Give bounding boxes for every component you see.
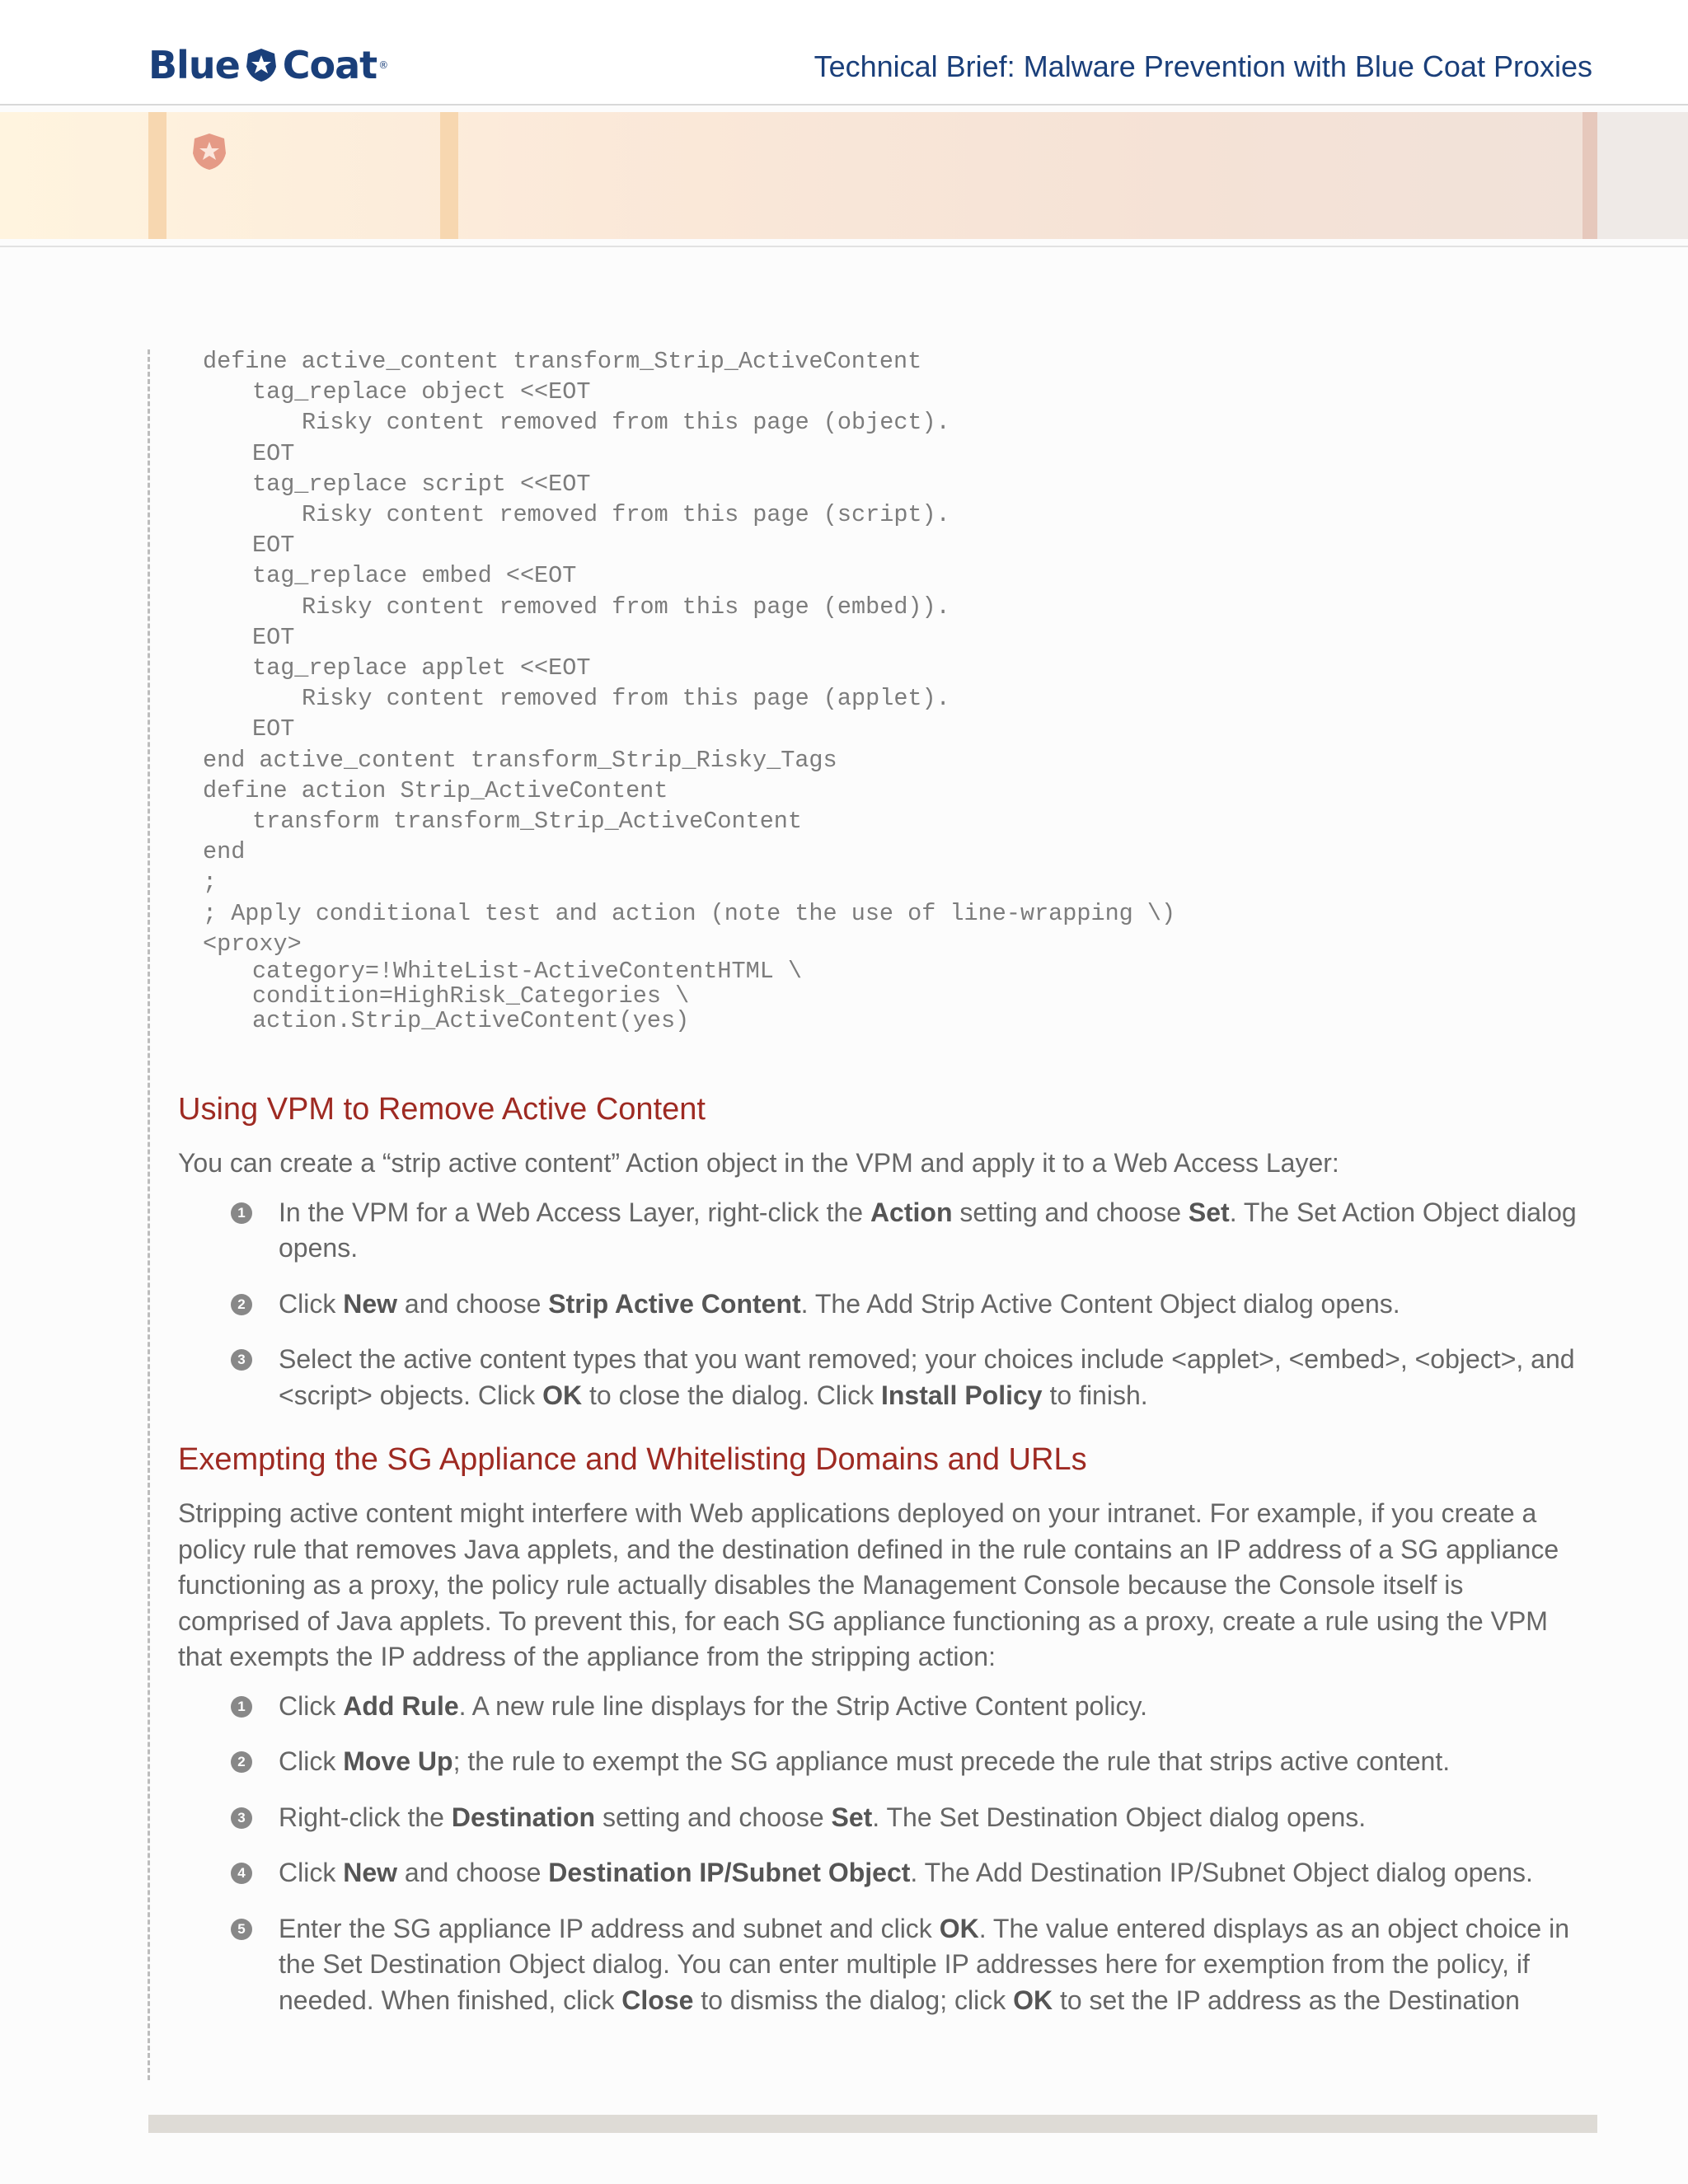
code-line: condition=HighRisk_Categories \ [252,982,690,1010]
step-text: Select the active content types that you want removed; your choices include <applet>, <embed>, <object>, and <script> objects. Click [279,1344,1575,1410]
step-text: . The value entered displays as an object choice in the Set Destination Object dialog. You can enter multiple IP addresses here for exemption from the policy, if needed. When finished, click [279,1913,1569,2015]
step-bold-term: Destination IP/Subnet Object [548,1858,911,1887]
step-bold-term: Set [831,1802,873,1832]
code-line: EOT [252,715,295,743]
main-content [178,1083,1584,2038]
blue-coat-logo [148,43,387,87]
list-item [178,1342,1584,1413]
list-item [178,1195,1584,1267]
list-item [178,1689,1584,1725]
step-bold-term: OK [1013,1985,1053,2015]
shield-star-icon [190,132,229,171]
step-text: to set the IP address as the Destination [1053,1985,1520,2015]
step-bold-term: Set [1188,1197,1230,1227]
code-line: Risky content removed from this page (object). [302,409,950,437]
code-line: ; Apply conditional test and action (note the use of line-wrapping \) [203,899,1176,927]
logo-word-left: Blue [148,43,240,87]
step-number-badge: 3 [231,1807,252,1829]
banner-stripe [440,112,458,239]
step-text: Enter the SG appliance IP address and subnet and click [279,1913,940,1943]
code-line: category=!WhiteList-ActiveContentHTML \ [252,958,803,986]
step-number-badge: 5 [231,1919,252,1940]
step-number-badge: 3 [231,1349,252,1371]
step-text: . The Set Destination Object dialog opens. [872,1802,1367,1832]
step-text: . A new rule line displays for the Strip Active Content policy. [458,1690,1148,1721]
step-text: setting and choose [952,1197,1189,1227]
document-title: Technical Brief: Malware Prevention with Blue Coat Proxies [814,49,1592,83]
list-item [178,1855,1584,1891]
code-line: Risky content removed from this page (embed)). [302,593,950,621]
section-heading-vpm: Using VPM to Remove Active Content [178,1092,706,1127]
step-bold-term: OK [542,1380,583,1410]
step-text: and choose [397,1858,549,1887]
step-bold-term: New [343,1858,398,1887]
step-text: to finish. [1042,1380,1148,1410]
step-text: to dismiss the dialog; click [693,1985,1014,2015]
margin-dashed-line [148,349,150,2080]
step-number-badge: 2 [231,1294,252,1315]
banner-stripe [148,112,166,239]
code-line: tag_replace embed <<EOT [252,562,577,590]
list-item [178,1800,1584,1836]
list-item [178,1911,1584,2019]
code-line: EOT [252,623,295,651]
step-bold-term: OK [939,1913,979,1943]
step-text: and choose [397,1288,549,1319]
code-line: define action Strip_ActiveContent [203,776,668,804]
code-line: ; [203,869,218,897]
step-bold-term: Move Up [343,1746,453,1776]
step-number-badge: 2 [231,1751,252,1773]
section-heading-exempting: Exempting the SG Appliance and Whitelisting Domains and URLs [178,1442,1087,1477]
logo-registered-mark: ® [378,59,388,71]
code-line: transform transform_Strip_ActiveContent [252,808,803,836]
step-text: setting and choose [595,1802,832,1832]
logo-star-icon [243,47,279,83]
code-line: Risky content removed from this page (script). [302,501,950,529]
code-line: action.Strip_ActiveContent(yes) [252,1007,690,1035]
code-line: EOT [252,439,295,467]
code-line: tag_replace applet <<EOT [252,654,591,682]
step-number-badge: 1 [231,1202,252,1224]
steps-list-vpm [178,1195,1584,1414]
list-item [178,1286,1584,1323]
step-bold-term: Add Rule [343,1690,459,1721]
section-intro: Stripping active content might interfere with Web applications deployed on your intranet. For example, if you create a policy rule that removes Java applets, and the destination defined in the rule contains an IP address of a SG appliance functioning as a proxy, the policy rule actually disables the Management Console because the Console itself is comprised of Java applets. To prevent this, for each SG appliance functioning as a proxy, create a rule using the VPM that exempts the IP address of the appliance from the stripping action: [178,1498,1559,1671]
page-header [0,0,1688,104]
step-text: . The Add Strip Active Content Object dialog opens. [800,1288,1400,1319]
code-line: <proxy> [203,930,302,958]
code-line: Risky content removed from this page (applet). [302,685,950,713]
step-number-badge: 1 [231,1696,252,1718]
header-divider [0,104,1688,105]
decorative-banner [0,112,1688,239]
step-bold-term: Install Policy [880,1380,1043,1410]
code-line: end [203,838,246,866]
section-intro: You can create a “strip active content” Action object in the VPM and apply it to a Web Access Layer: [178,1148,1339,1178]
code-line: end active_content transform_Strip_Risky_Tags [203,746,837,774]
list-item [178,1744,1584,1780]
banner-stripe [1582,112,1597,239]
step-bold-term: Close [621,1985,694,2015]
step-text: . The Add Destination IP/Subnet Object dialog opens. [910,1858,1533,1887]
step-bold-term: Strip Active Content [548,1288,801,1319]
step-text: In the VPM for a Web Access Layer, right-click the [279,1197,870,1227]
code-line: tag_replace object <<EOT [252,378,591,406]
step-text: Click [279,1288,344,1319]
policy-code-block [203,346,1175,1033]
logo-word-right: Coat [282,43,377,87]
step-text: to close the dialog. Click [582,1380,881,1410]
step-bold-term: Destination [451,1802,596,1832]
banner-divider [0,246,1688,247]
steps-list-exempting [178,1689,1584,2019]
code-line: tag_replace script <<EOT [252,470,591,498]
code-line: define active_content transform_Strip_ActiveContent [203,348,922,375]
code-line: EOT [252,532,295,560]
step-bold-term: New [343,1288,398,1319]
step-text: . The Set Action Object dialog opens. [279,1197,1577,1263]
step-text: Click [279,1746,344,1776]
step-text: ; the rule to exempt the SG appliance must precede the rule that strips active content. [452,1746,1451,1776]
step-number-badge: 4 [231,1863,252,1884]
step-bold-term: Action [870,1197,953,1227]
footer-bar [148,2115,1597,2133]
banner-end-block [1597,112,1688,239]
step-text: Click [279,1690,344,1721]
step-text: Click [279,1858,344,1887]
step-text: Right-click the [279,1802,452,1832]
